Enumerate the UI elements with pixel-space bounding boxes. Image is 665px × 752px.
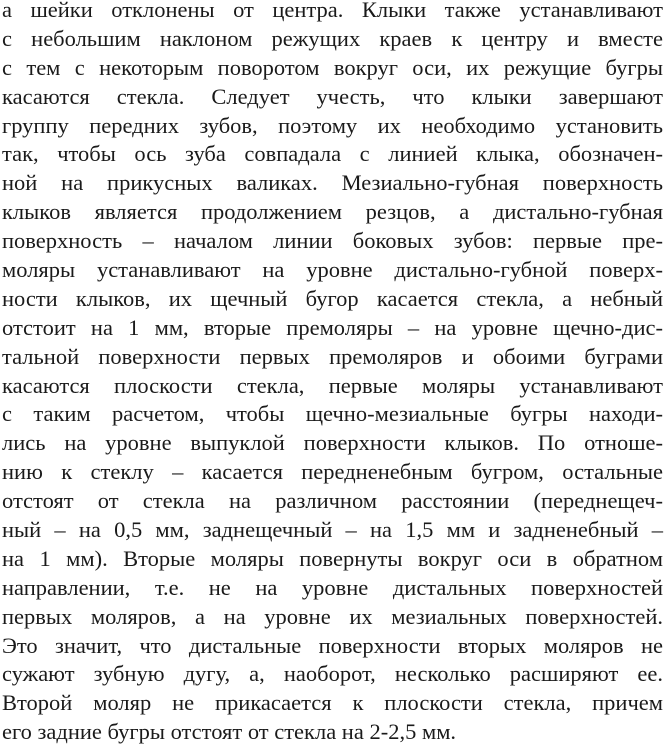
- text-line: ности клыков, их щечный бугор касается стекла, а небный: [2, 285, 663, 311]
- text-line: клыков является продолжением резцов, а дистально-губная: [2, 199, 663, 225]
- text-line: группу передних зубов, поэтому их необходимо установить: [2, 112, 663, 138]
- text-line: первых моляров, а на уровне их мезиальных поверхностей.: [2, 603, 663, 629]
- text-line: на 1 мм). Вторые моляры повернуты вокруг оси в обратном: [2, 545, 663, 571]
- text-line: ной на прикусных валиках. Мезиально-губная поверхность: [2, 170, 663, 196]
- text-line: касаются плоскости стекла, первые моляры устанавливают: [2, 372, 663, 398]
- text-line: отстоит на 1 мм, вторые премоляры – на уровне щечно-дис-: [2, 314, 663, 340]
- text-line: отстоят от стекла на различном расстоянии (переднещеч-: [2, 488, 663, 514]
- body-paragraph: [2, 0, 663, 747]
- text-line: лись на уровне выпуклой поверхности клыков. По отноше-: [2, 430, 663, 456]
- text-line: сужают зубную дугу, а, наоборот, несколько расширяют ее.: [2, 661, 663, 687]
- text-line: тальной поверхности первых премоляров и обоими буграми: [2, 343, 663, 369]
- text-line: направлении, т.е. не на уровне дистальных поверхностей: [2, 574, 663, 600]
- text-line: Это значит, что дистальные поверхности вторых моляров не: [2, 632, 663, 658]
- text-line: так, чтобы ось зуба совпадала с линией клыка, обозначен-: [2, 141, 663, 167]
- text-line: с небольшим наклоном режущих краев к центру и вместе: [2, 25, 663, 51]
- text-line: с таким расчетом, чтобы щечно-мезиальные бугры находи-: [2, 401, 663, 427]
- text-line: а шейки отклонены от центра. Клыки также устанавливают: [2, 0, 663, 22]
- text-line: нию к стеклу – касается передненебным бугром, остальные: [2, 459, 663, 485]
- text-line: моляры устанавливают на уровне дистально-губной поверх-: [2, 257, 663, 283]
- text-line: касаются стекла. Следует учесть, что клыки завершают: [2, 83, 663, 109]
- text-line: поверхность – началом линии боковых зубов: первые пре-: [2, 228, 663, 254]
- text-line-last: его задние бугры отстоят от стекла на 2-2,5 мм.: [2, 719, 457, 745]
- text-line: с тем с некоторым поворотом вокруг оси, их режущие бугры: [2, 54, 663, 80]
- text-line: Второй моляр не прикасается к плоскости стекла, причем: [2, 690, 663, 716]
- text-line: ный – на 0,5 мм, заднещечный – на 1,5 мм и задненебный –: [2, 517, 663, 543]
